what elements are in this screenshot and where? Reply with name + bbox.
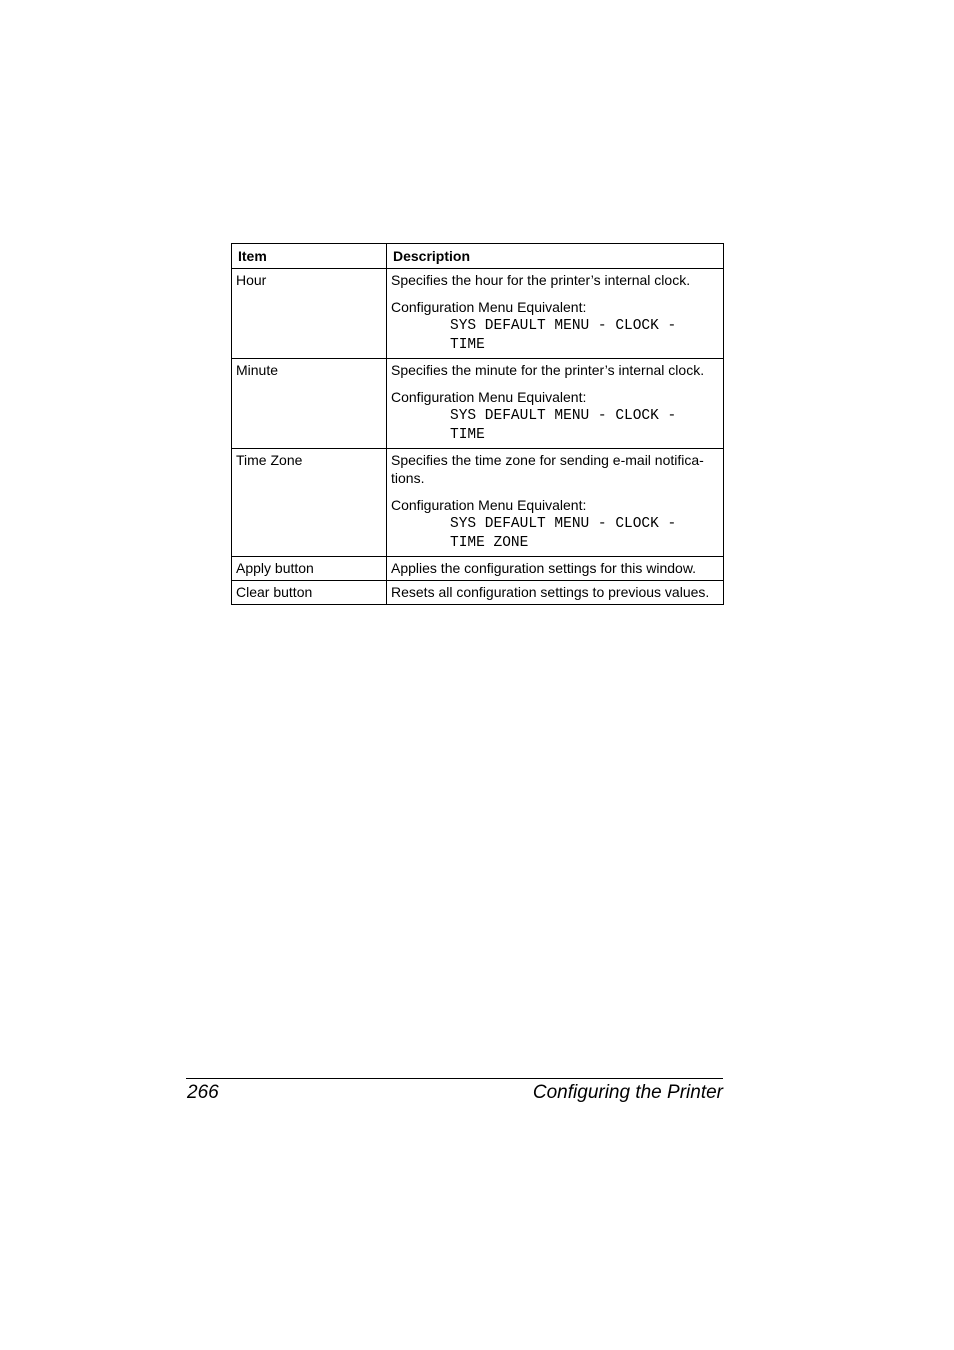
menu-equivalent-label: Configuration Menu Equivalent: xyxy=(391,389,587,405)
menu-path-line: TIME xyxy=(450,427,485,443)
menu-equivalent-path xyxy=(450,407,719,445)
description-text: Specifies the minute for the printer’s internal clock. xyxy=(391,362,705,378)
table-row xyxy=(232,557,724,581)
menu-path-line: TIME ZONE xyxy=(450,535,529,551)
settings-table xyxy=(231,243,724,605)
description-cell xyxy=(387,359,724,449)
menu-equivalent-label: Configuration Menu Equivalent: xyxy=(391,299,587,315)
menu-path-line: SYS DEFAULT MENU - CLOCK - xyxy=(450,318,677,334)
chapter-title: Configuring the Printer xyxy=(532,1082,723,1103)
description-cell xyxy=(387,449,724,557)
item-cell: Time Zone xyxy=(232,449,387,557)
menu-path-line: SYS DEFAULT MENU - CLOCK - xyxy=(450,408,677,424)
menu-equivalent-path xyxy=(450,515,719,553)
table-row xyxy=(232,359,724,449)
item-cell: Clear button xyxy=(232,581,387,605)
description-text: Applies the configuration settings for this window. xyxy=(391,560,697,576)
column-header-item: Item xyxy=(232,244,387,269)
page-number: 266 xyxy=(187,1082,219,1103)
column-header-description: Description xyxy=(387,244,724,269)
description-text: Specifies the hour for the printer’s internal clock. xyxy=(391,272,691,288)
item-cell: Minute xyxy=(232,359,387,449)
description-cell xyxy=(387,557,724,581)
item-cell: Hour xyxy=(232,269,387,359)
description-line: tions. xyxy=(391,470,425,486)
menu-path-line: TIME xyxy=(450,337,485,353)
item-cell: Apply button xyxy=(232,557,387,581)
table-row xyxy=(232,269,724,359)
menu-path-line: SYS DEFAULT MENU - CLOCK - xyxy=(450,516,677,532)
menu-equivalent-path xyxy=(450,317,719,355)
table-row xyxy=(232,449,724,557)
description-line: Specifies the time zone for sending e-mail notifica- xyxy=(391,452,704,468)
table-row xyxy=(232,581,724,605)
table-header-row xyxy=(232,244,724,269)
description-text xyxy=(391,451,719,487)
footer-rule xyxy=(186,1078,723,1079)
description-cell xyxy=(387,581,724,605)
description-text: Resets all configuration settings to previous values. xyxy=(391,584,710,600)
menu-equivalent-label: Configuration Menu Equivalent: xyxy=(391,497,587,513)
description-cell xyxy=(387,269,724,359)
